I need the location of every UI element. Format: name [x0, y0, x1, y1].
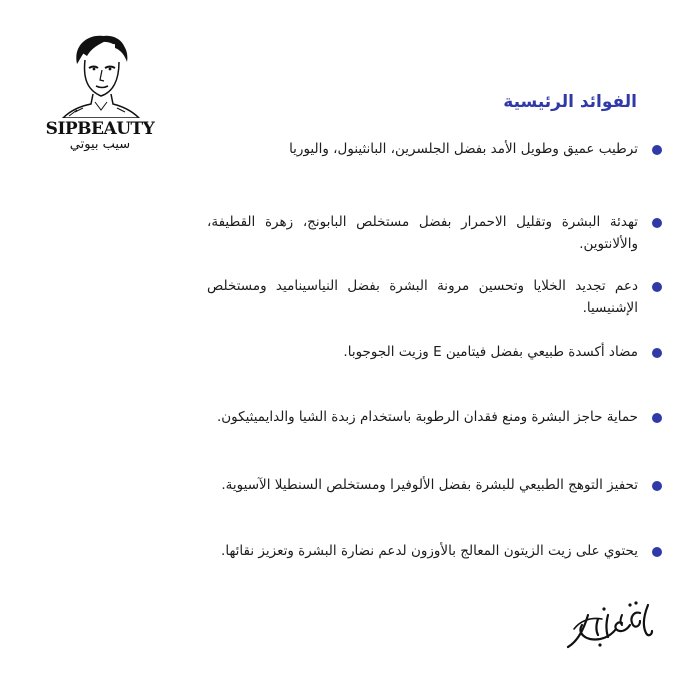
benefit-item [207, 341, 662, 363]
benefit-text: مضاد أكسدة طبيعي بفضل فيتامين E وزيت الجوجوبا. [343, 344, 638, 360]
benefit-item [207, 540, 662, 562]
bullet-icon [652, 282, 662, 292]
bullet-icon [652, 547, 662, 557]
benefit-item [207, 406, 662, 428]
benefit-text: تحفيز التوهج الطبيعي للبشرة بفضل الألوفيرا ومستخلص السنطيلا الآسيوية. [221, 477, 638, 493]
brand-name-latin: SIPBEAUTY [45, 119, 155, 139]
benefit-text: حماية حاجز البشرة ومنع فقدان الرطوبة باستخدام زبدة الشيا والدايميثيكون. [216, 409, 638, 425]
benefit-text: يحتوي على زيت الزيتون المعالج بالأوزون لدعم نضارة البشرة وتعزيز نقائها. [221, 543, 638, 559]
bullet-icon [652, 481, 662, 491]
bullet-icon [652, 145, 662, 155]
brand-name-arabic: سيب بيوتي [69, 137, 131, 152]
benefit-text: تهدئة البشرة وتقليل الاحمرار بفضل مستخلص البابونج، زهرة القطيفة، والألانتوين. [207, 214, 638, 252]
face-portrait-icon [55, 30, 145, 118]
benefit-item [207, 474, 662, 496]
bullet-icon [652, 348, 662, 358]
benefit-text: دعم تجديد الخلايا وتحسين مرونة البشرة بفضل النياسيناميد ومستخلص الإشنيسيا. [207, 278, 638, 316]
calligraphy-signature-icon [560, 585, 660, 660]
benefit-text: ترطيب عميق وطويل الأمد بفضل الجلسرين، البانثينول، واليوريا [289, 141, 638, 157]
benefit-item [207, 138, 662, 160]
bullet-icon [652, 218, 662, 228]
benefit-item [207, 275, 662, 319]
section-heading: الفوائد الرئيسية [503, 92, 637, 112]
brand-logo [40, 30, 160, 170]
bullet-icon [652, 413, 662, 423]
benefit-item [207, 211, 662, 255]
